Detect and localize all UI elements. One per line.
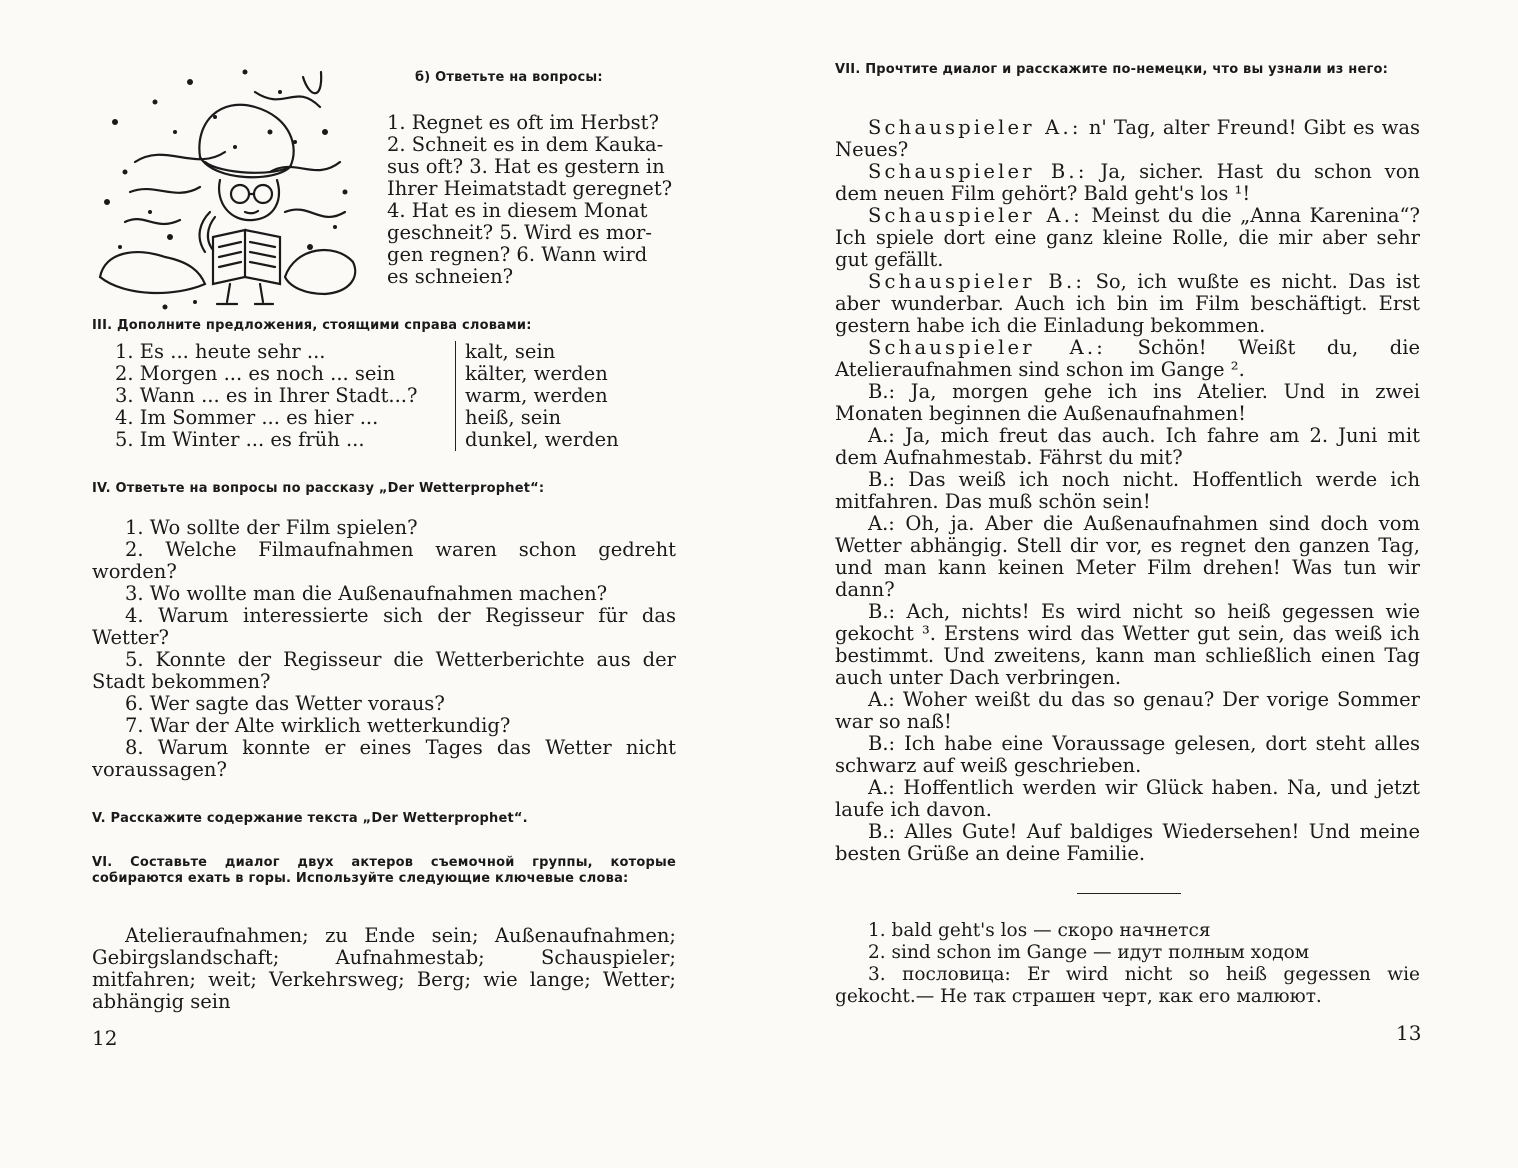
dialog-text: Schön! Weißt du, die Atelieraufnahmen sind schon im Gange ². (835, 336, 1421, 381)
dialog-speaker: A.: (868, 688, 895, 711)
dialog-speaker: B.: (868, 600, 896, 623)
ex3-row (115, 341, 635, 363)
ex3-heading: III. Дополните предложения, стоящими справа словами: (92, 318, 532, 333)
dialog-text: Oh, ja. Aber die Außenaufnahmen sind doch vom Wetter abhängig. Stell dir vor, es regnet den ganzen Tag, und man kann keinen Meter Film drehen! Was tun wir dann? (835, 512, 1420, 601)
right-page (759, 0, 1518, 1168)
dialog-line (835, 117, 1420, 161)
ex4-heading: IV. Ответьте на вопросы по рассказу „Der Wetterprophet“: (92, 481, 545, 496)
ex6-keywords: Atelieraufnahmen; zu Ende sein; Außenaufnahmen; Gebirgslandschaft; Aufnahmestab; Schauspieler; mitfahren; weit; Verkehrsweg; Berg; wie lange; Wetter; abhängig sein (92, 924, 676, 1013)
dialog-speaker: B.: (868, 468, 896, 491)
dialog-line (835, 733, 1420, 777)
dialog-line (835, 205, 1420, 271)
dialog-speaker: B.: (868, 380, 896, 403)
ex5-heading: V. Расскажите содержание текста „Der Wetterprophet“. (92, 811, 528, 826)
b-line: 1. Regnet es oft im Herbst? (387, 111, 659, 134)
dialog-text: n' Tag, alter Freund! Gibt es was Neues? (835, 116, 1420, 161)
dialog-speaker: Schauspieler B.: (868, 160, 1088, 183)
ex3-words: kälter, werden (455, 363, 608, 385)
boy-reading-in-snow-illustration (95, 62, 360, 312)
dialog-line (835, 469, 1420, 513)
dialog-speaker: Schauspieler B.: (868, 270, 1086, 293)
dialog-speaker: B.: (868, 820, 896, 843)
footnote-divider (1077, 893, 1181, 894)
ex3-sentence: 4. Im Sommer ... es hier ... (115, 406, 379, 429)
dialog-speaker: Schauspieler A.: (868, 336, 1107, 359)
dialog-line (835, 381, 1420, 425)
ex3-sentence: 5. Im Winter ... es früh ... (115, 428, 365, 451)
ex4-question: 8. Warum konnte er eines Tages das Wetter nicht voraussagen? (92, 736, 676, 781)
dialog-text: Hoffentlich werden wir Glück haben. Na, und jetzt laufe ich davon. (835, 776, 1421, 821)
ex4-question: 5. Konnte der Regisseur die Wetterberichte aus der Stadt bekommen? (92, 648, 676, 693)
dialog-text: Alles Gute! Auf baldiges Wiedersehen! Und meine besten Grüße an deine Familie. (835, 820, 1420, 865)
dialog-line (835, 777, 1420, 821)
dialog-text: Meinst du die „Anna Karenina“? Ich spiele dort eine ganz kleine Rolle, die mir aber sehr gut gefällt. (835, 204, 1420, 271)
dialog-line (835, 601, 1420, 689)
b-line: 2. Schneit es in dem Kauka- (387, 133, 664, 156)
footnotes (835, 920, 1420, 1008)
dialog-line (835, 425, 1420, 469)
b-line: geschneit? 5. Wird es mor- (387, 221, 652, 244)
b-line: 4. Hat es in diesem Monat (387, 199, 648, 222)
page-number: 12 (92, 1026, 118, 1050)
ex3-sentence: 1. Es ... heute sehr ... (115, 340, 326, 363)
page-number: 13 (1396, 1021, 1422, 1045)
dialog-line (835, 821, 1420, 865)
ex3-row (115, 407, 635, 429)
dialog-line (835, 337, 1420, 381)
b-line: gen regnen? 6. Wann wird (387, 243, 648, 266)
dialog-speaker: Schauspieler A.: (868, 116, 1082, 139)
b-line: es schneien? (387, 265, 514, 288)
dialog-speaker: B.: (868, 732, 896, 755)
ex3-row (115, 385, 635, 407)
ex3-words: heiß, sein (455, 407, 561, 429)
dialog-line (835, 513, 1420, 601)
b-questions (387, 112, 677, 288)
ex3-words: dunkel, werden (455, 429, 619, 451)
dialog-text: Ja, morgen gehe ich ins Atelier. Und in zwei Monaten beginnen die Außenaufnahmen! (835, 380, 1420, 425)
dialog-speaker: A.: (868, 512, 895, 535)
ex4-question: 1. Wo sollte der Film spielen? (125, 516, 418, 539)
dialog-text: Ich habe eine Voraussage gelesen, dort steht alles schwarz auf weiß geschrieben. (835, 732, 1421, 777)
b-heading: б) Ответьте на вопросы: (415, 70, 603, 85)
footnote: 3. пословица: Er wird nicht so heiß gegessen wie gekocht.— Не так страшен черт, как его малюют. (835, 964, 1420, 1007)
ex4-question: 6. Wer sagte das Wetter voraus? (125, 692, 445, 715)
dialog (835, 117, 1420, 865)
dialog-speaker: Schauspieler A.: (868, 204, 1083, 227)
footnote: 2. sind schon im Gange — идут полным ходом (868, 942, 1310, 963)
dialog-text: Ja, mich freut das auch. Ich fahre am 2. Juni mit dem Aufnahmestab. Fährst du mit? (835, 424, 1420, 469)
ex3-sentence: 2. Morgen ... es noch ... sein (115, 362, 396, 385)
ex3-words: kalt, sein (455, 341, 555, 363)
ex7-heading: VII. Прочтите диалог и расскажите по-немецки, что вы узнали из него: (835, 62, 1389, 77)
ex3-row (115, 429, 635, 451)
ex3-words: warm, werden (455, 385, 608, 407)
b-line: sus oft? 3. Hat es gestern in (387, 155, 665, 178)
ex4-question: 4. Warum interessierte sich der Regisseur für das Wetter? (92, 604, 676, 649)
dialog-text: Das weiß ich noch nicht. Hoffentlich werde ich mitfahren. Das muß schön sein! (835, 468, 1421, 513)
ex3-sentence: 3. Wann ... es in Ihrer Stadt...? (115, 384, 418, 407)
ex4-question: 7. War der Alte wirklich wetterkundig? (125, 714, 511, 737)
dialog-speaker: A.: (868, 424, 895, 447)
b-line: Ihrer Heimatstadt geregnet? (387, 177, 673, 200)
ex3-table (115, 341, 635, 451)
footnote: 1. bald geht's los — скоро начнется (868, 920, 1211, 941)
dialog-text: So, ich wußte es nicht. Das ist aber wunderbar. Auch ich bin im Film beschäftigt. Erst gestern habe ich die Einladung bekommen. (835, 270, 1421, 337)
dialog-text: Ja, sicher. Hast du schon von dem neuen Film gehört? Bald geht's los ¹! (835, 160, 1420, 205)
ex4-questions (92, 517, 676, 781)
ex6-heading: VI. Составьте диалог двух актеров съемочной группы, которые собираются ехать в горы. Используйте следующие ключевые слова: (92, 855, 676, 886)
ex4-question: 2. Welche Filmaufnahmen waren schon gedreht worden? (92, 538, 676, 583)
dialog-line (835, 271, 1420, 337)
ex3-row (115, 363, 635, 385)
ex4-question: 3. Wo wollte man die Außenaufnahmen machen? (125, 582, 608, 605)
dialog-line (835, 689, 1420, 733)
dialog-text: Woher weißt du das so genau? Der vorige Sommer war so naß! (835, 688, 1421, 733)
dialog-line (835, 161, 1420, 205)
dialog-speaker: A.: (868, 776, 895, 799)
dialog-text: Ach, nichts! Es wird nicht so heiß gegessen wie gekocht ³. Erstens wird das Wetter gut sein, das weiß ich bestimmt. Und zweitens, kann man schließlich einen Tag auch unter Dach verbringen. (835, 600, 1420, 689)
